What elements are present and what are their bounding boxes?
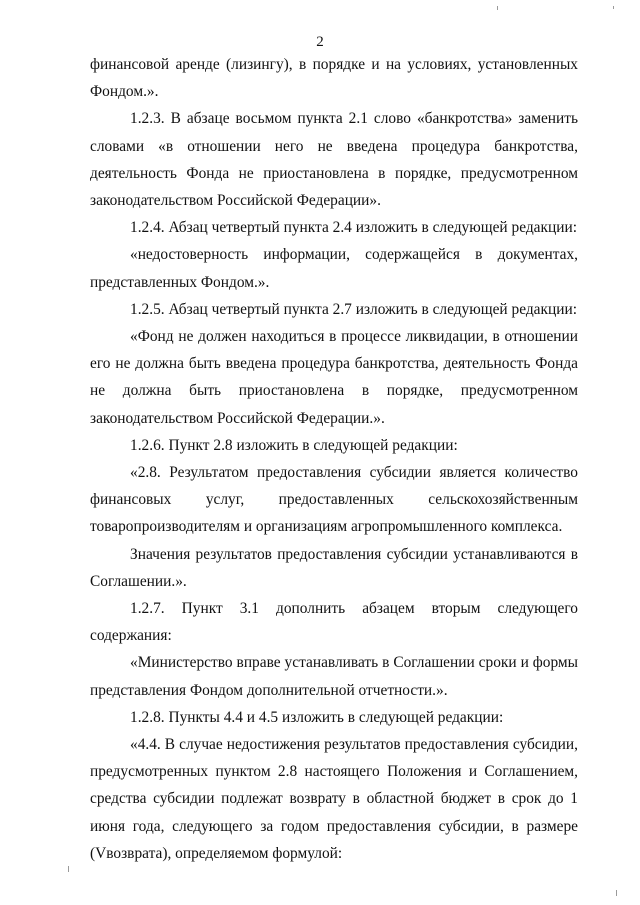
document-body [90,51,578,867]
quote-2-7: «Фонд не должен находиться в процессе ликвидации, в отношении его не должна быть введена процедура банкротства, деятельность Фонда не должна быть приостановлена в порядке, предусмотренном законодательством Российской Федерации.». [90,328,578,427]
paragraph-1-2-5: 1.2.5. Абзац четвертый пункта 2.7 изложить в следующей редакции: [130,300,577,318]
paragraph-1-2-8: 1.2.8. Пункты 4.4 и 4.5 изложить в следующей редакции: [130,708,504,726]
paragraph-1-2-4: 1.2.4. Абзац четвертый пункта 2.4 изложить в следующей редакции: [130,219,577,237]
scan-speck [616,890,617,896]
paragraph-1-2-3: 1.2.3. В абзаце восьмом пункта 2.1 слово «банкротства» заменить словами «в отношении него не введена процедура банкротства, деятельность Фонда не приостановлена в порядке, предусмотренном законодательством Российской Федерации». [90,110,578,210]
paragraph-1-2-6: 1.2.6. Пункт 2.8 изложить в следующей редакции: [130,436,458,454]
quote-4-4: «4.4. В случае недостижения результатов предоставления субсидии, предусмотренных пунктом 2.8 настоящего Положения и Соглашением, средства субсидии подлежат возврату в областной бюджет в срок до 1 июня года, следующего за годом предоставления субсидии, в размере (Vвозврата), определяемом формулой: [90,736,578,862]
scan-speck [497,6,498,10]
quote-2-4: «недостоверность информации, содержащейся в документах, представленных Фондом.». [90,246,578,291]
quote-2-8: «2.8. Результатом предоставления субсидии является количество финансовых услуг, предоставленных сельскохозяйственным товаропроизводителям и организациям агропромышленного комплекса. [90,464,578,536]
paragraph-1-2-7: 1.2.7. Пункт 3.1 дополнить абзацем вторым следующего содержания: [90,600,578,645]
scan-speck [613,6,614,9]
page-number: 2 [316,34,324,50]
paragraph-continuation: финансовой аренде (лизингу), в порядке и на условиях, установленных Фондом.». [90,56,578,101]
scan-speck [68,866,69,872]
quote-3-1: «Министерство вправе устанавливать в Соглашении сроки и формы представления Фондом дополнительной отчетности.». [90,654,578,699]
quote-2-8-values: Значения результатов предоставления субсидии устанавливаются в Соглашении.». [90,545,578,590]
